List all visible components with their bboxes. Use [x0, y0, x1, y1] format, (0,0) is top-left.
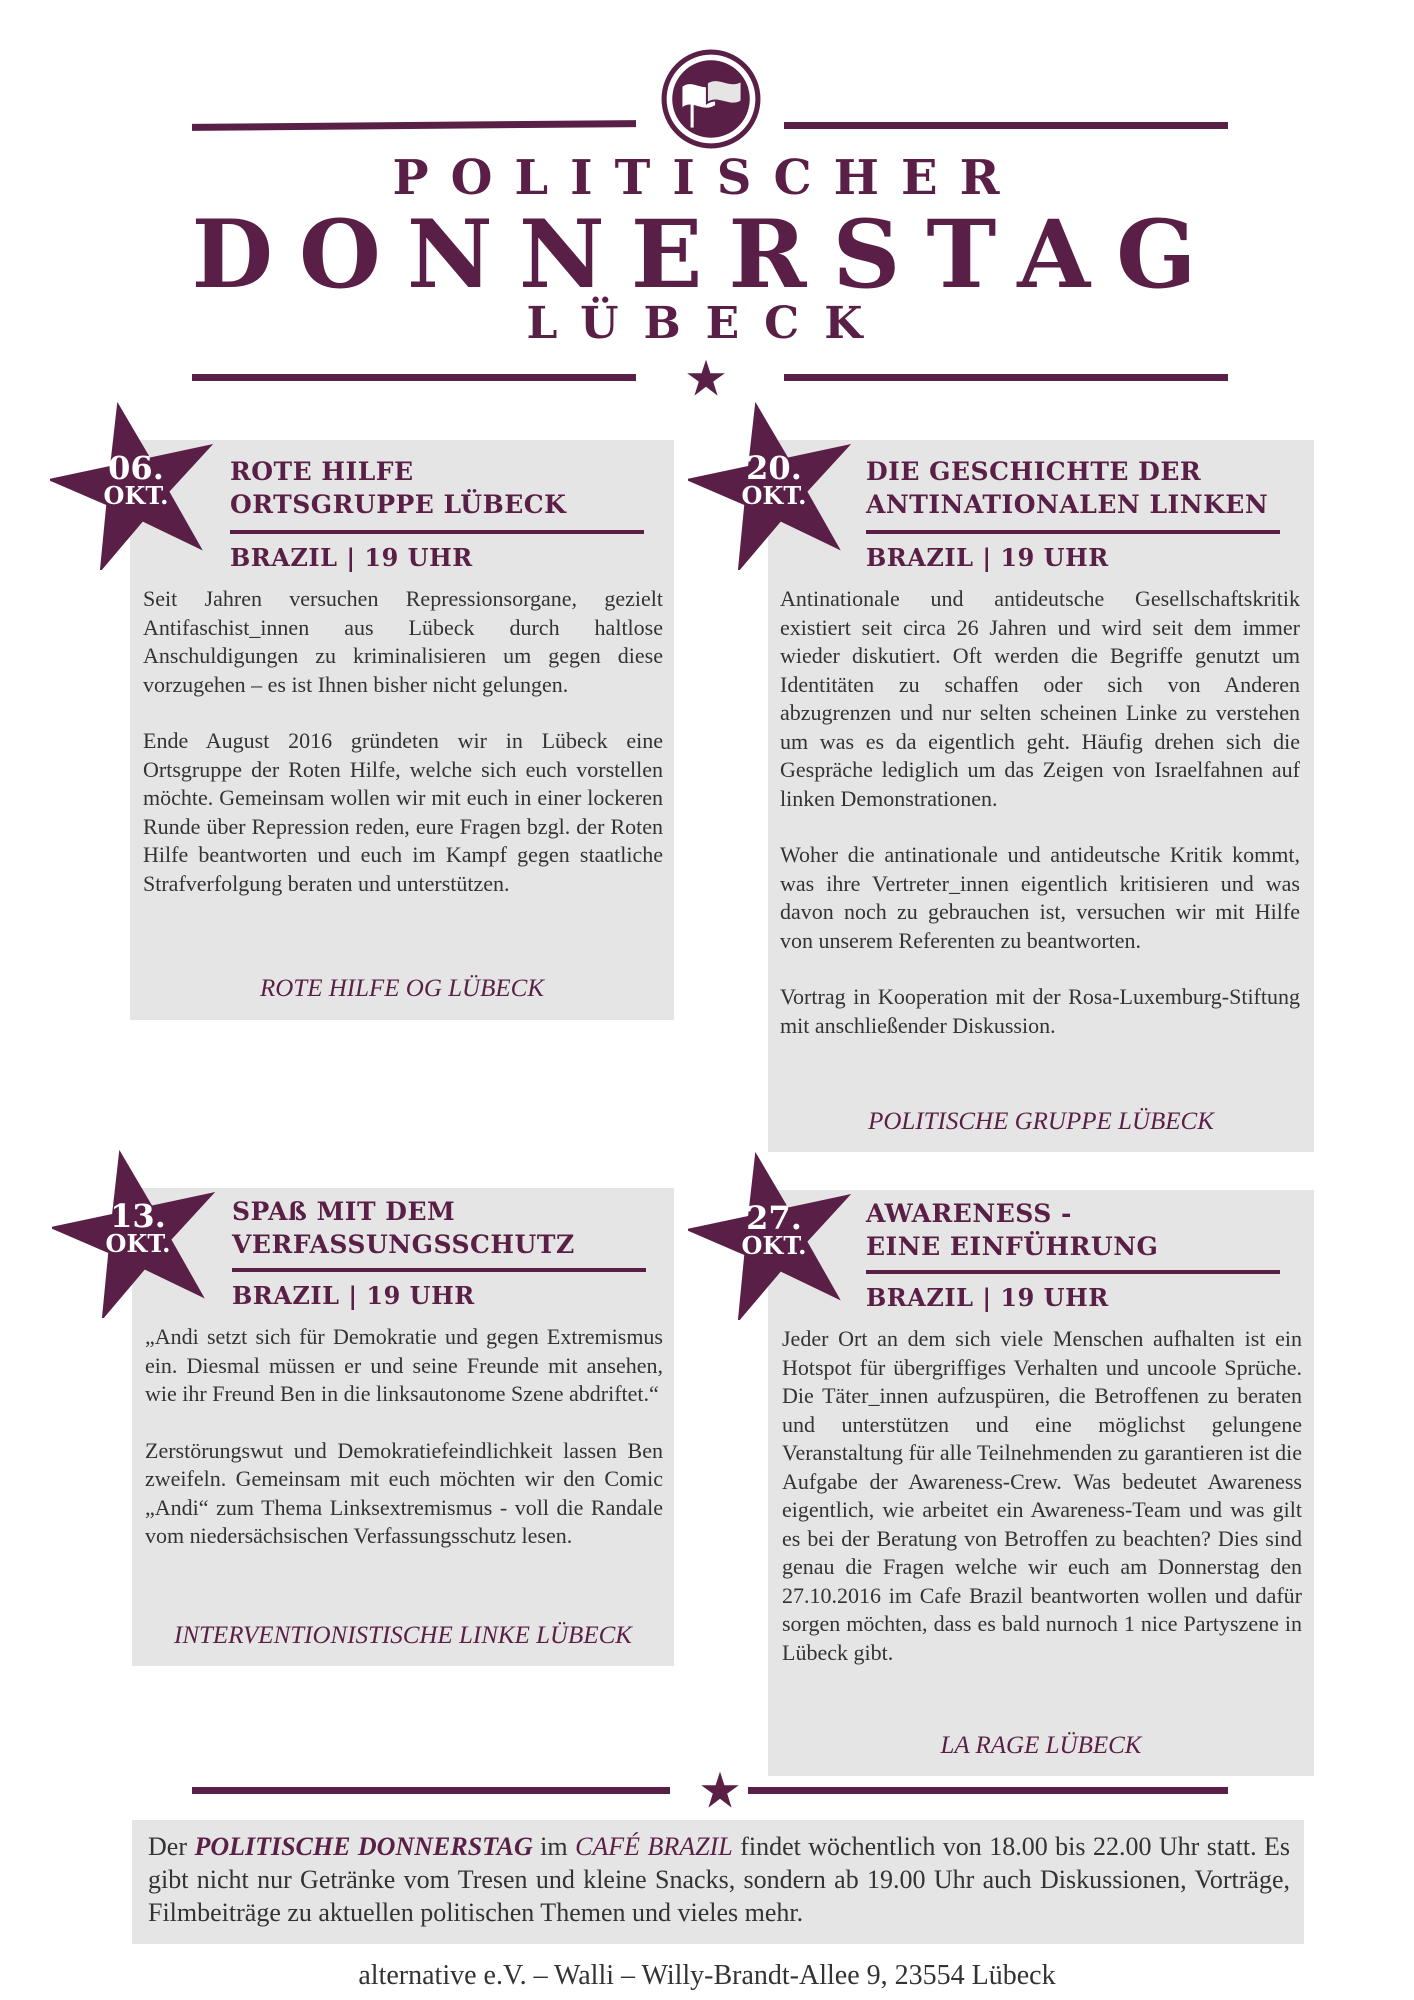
header-line-top [192, 120, 636, 131]
event-date-3: 13. OKT. [105, 1197, 171, 1258]
event-date-1: 06. OKT. [103, 449, 169, 510]
event-place-2: BRAZIL | 19 UHR [866, 543, 1109, 572]
event-date-2: 20. OKT. [741, 449, 807, 510]
footer-text: Der POLITISCHE DONNERSTAG im CAFÉ BRAZIL findet wöchentlich von 18.00 bis 22.00 Uhr statt. Es gibt nicht nur Getränke vom Tresen und kleine Snacks, sondern ab 19.00 Uhr auch Diskussionen, Vorträge, Filmbeiträge zu aktuellen politischen Themen und vieles mehr. [148, 1832, 1291, 1927]
event-rule-2 [866, 530, 1280, 534]
event-organizer-3: INTERVENTIONISTISCHE LINKE LÜBECK [174, 1622, 632, 1649]
event-title-3: SPAß MIT DEM VERFASSUNGSSCHUTZ [232, 1197, 575, 1259]
event-body-2: Antinationale und antideutsche Gesellschaftskritik existiert seit circa 26 Jahren und wird seit dem immer wieder diskutiert. Oft werden die Begriffe genutzt um Identitäten zu schaffen oder sich von Anderen abzugrenzen und nur selten scheinen Linke zu verstehen um was es da eigentlich geht. Häufig drehen sich die Gespräche lediglich um das Zeigen von Israelfahnen auf linken Demonstrationen. Woher die antinationale und antideutsche Kritik kommt, was ihre Vertreter_innen eigentlich kritisieren und was davon noch zu gebrauchen ist, versuchen wir mit Hilfe von unserem Referenten zu beantworten. Vortrag in Kooperation mit der Rosa-Luxemburg-Stiftung mit anschließender Diskussion. [780, 586, 1300, 1038]
footer-address: alternative e.V. – Walli – Willy-Brandt-Allee 9, 23554 Lübeck [358, 1960, 1056, 1991]
antifa-flag-icon [660, 48, 762, 150]
event-place-4: BRAZIL | 19 UHR [866, 1283, 1109, 1312]
event-organizer-2: POLITISCHE GRUPPE LÜBECK [868, 1108, 1214, 1135]
event-rule-4 [866, 1270, 1280, 1274]
star-icon [686, 358, 726, 398]
event-organizer-4: LA RAGE LÜBECK [940, 1732, 1142, 1759]
event-place-3: BRAZIL | 19 UHR [232, 1281, 475, 1310]
footer-line-left [192, 1787, 670, 1794]
event-title-4: AWARENESS - EINE EINFÜHRUNG [866, 1199, 1159, 1261]
header-line-top-right [784, 122, 1228, 129]
event-title-2: DIE GESCHICHTE DER ANTINATIONALEN LINKEN [866, 457, 1269, 519]
title-top: POLITISCHER [392, 150, 1022, 206]
event-body-1: Seit Jahren versuchen Repressionsorgane, gezielt Antifaschist_innen aus Lübeck durch haltlose Anschuldigungen zu kriminalisieren um gegen diese vorzugehen – es ist Ihnen bisher nicht gelungen. Ende August 2016 gründeten wir in Lübeck eine Ortsgruppe der Roten Hilfe, welche sich euch vorstellen möchte. Gemeinsam wollen wir mit euch in einer lockeren Runde über Repression reden, eure Fragen bzgl. der Roten Hilfe beantworten und euch im Kampf gegen staatliche Strafverfolgung beraten und unterstützen. [143, 586, 663, 896]
event-body-3: „Andi setzt sich für Demokratie und gegen Extremismus ein. Diesmal müssen er und seine Freunde mit ansehen, wie ihr Freund Ben in die linksautonome Szene abdriftet.“ Zerstörungswut und Demokratiefeindlichkeit lassen Ben zweifeln. Gemeinsam mit euch möchten wir den Comic „Andi“ zum Thema Linksextremismus - voll die Randale vom niedersächsischen Verfassungsschutz lesen. [145, 1324, 663, 1548]
event-body-4: Jeder Ort an dem sich viele Menschen aufhalten ist ein Hotspot für übergriffiges Verhalten und uncoole Sprüche. Die Täter_innen aufzuspüren, die Betroffenen zu beraten und unterstützen und eine möglichst gelungene Veranstaltung für alle Teilnehmenden zu garantieren ist die Aufgabe der Awareness-Crew. Was bedeutet Awareness eigentlich, wie arbeitet ein Awareness-Team und was gilt es bei der Beratung von Betroffen zu beachten? Dies sind genau die Fragen welche wir euch am Donnerstag den 27.10.2016 im Cafe Brazil beantworten wollen und dafür sorgen möchten, dass es bald nurnoch 1 nice Partyszene in Lübeck gibt. [782, 1326, 1302, 1665]
event-rule-3 [232, 1268, 646, 1272]
event-place-1: BRAZIL | 19 UHR [230, 543, 473, 572]
header-line-bottom-right [784, 374, 1228, 381]
header-line-bottom-left [192, 374, 636, 381]
event-date-4: 27. OKT. [741, 1199, 807, 1260]
event-organizer-1: ROTE HILFE OG LÜBECK [259, 975, 545, 1002]
title-bottom: LÜBECK [526, 298, 888, 349]
event-title-1: ROTE HILFE ORTSGRUPPE LÜBECK [230, 457, 567, 519]
footer-line-right [748, 1787, 1228, 1794]
page-title: DONNERSTAG [191, 200, 1223, 310]
event-rule-1 [230, 530, 644, 534]
star-icon [700, 1770, 740, 1810]
